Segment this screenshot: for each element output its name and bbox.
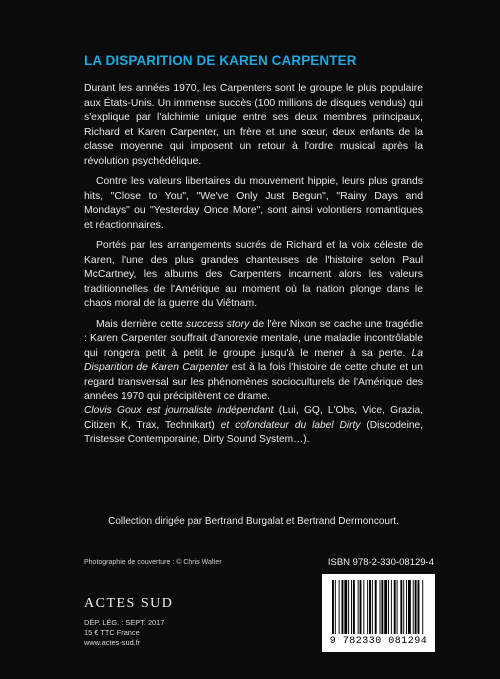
synopsis-p4-text-2: de l'ère Nixon se cache une tragédie : Karen Carpenter souffrait d'anorexie mentale, une maladie incontrôlable qui rongera petit à petit le groupe jusqu'à le mener à sa perte.	[84, 318, 424, 359]
barcode-bar	[422, 580, 423, 634]
barcode-bar	[400, 580, 402, 634]
barcode-bar	[344, 580, 347, 634]
synopsis-paragraph-1: Durant les années 1970, les Carpenters sont le groupe le plus populaire aux États-Unis. Un immense succès (100 millions de disques vendus) qui s'explique par l'alchimie unique entre ses deux membres principaux, Richard et Karen Carpenter, un frère et une sœur, deux enfants de la classe moyenne qui imposent un retour à l'ordre musical après la révolution psychédélique.	[84, 83, 423, 167]
legal-deposit: DÉP. LÉG. : SEPT. 2017	[84, 618, 165, 627]
barcode-bar	[413, 580, 414, 634]
barcode-bar	[408, 580, 411, 634]
barcode-bar	[394, 580, 396, 634]
barcode-bar	[372, 580, 373, 634]
barcode-bar	[391, 580, 392, 634]
barcode-bar	[360, 580, 362, 634]
synopsis-p4-italic-2: La Disparition de Karen Carpenter	[84, 347, 423, 373]
barcode-bar	[406, 580, 407, 634]
synopsis-paragraph-3: Portés par les arrangements sucrés de Richard et la voix céleste de Karen, l'une des plus grandes chanteuses de l'histoire selon Paul McCartney, les albums des Carpenters incarnent alors les valeurs traditionnelles de l'Amérique au moment où la nation plonge dans le chaos moral de la guerre du Viêtnam.	[84, 240, 423, 309]
barcode-bar	[375, 580, 377, 634]
bio-part-1: Clovis Goux est journaliste indépendant	[84, 405, 274, 416]
barcode-bar	[369, 580, 371, 634]
synopsis-p4-text-3: est à la fois l'histoire de cette chute et un regard transversal sur les phénomènes socioculturels de l'Amérique des années 1970 qui précipitèrent ce drame.	[84, 362, 423, 402]
book-title: LA DISPARITION DE KAREN CARPENTER	[84, 53, 357, 68]
price: 15 € TTC France	[84, 628, 140, 637]
barcode-bar	[363, 580, 364, 634]
barcode-bar	[348, 580, 349, 634]
synopsis	[84, 82, 423, 411]
isbn-label: ISBN 978-2-330-08129-4	[327, 557, 434, 568]
synopsis-paragraph-2: Contre les valeurs libertaires du mouvement hippie, leurs plus grands hits, "Close to You", "We've Only Just Begun", "Rainy Days and Mondays" ou "Yesterday Once More", sont ainsi volontiers romantiques et réactionnaires.	[84, 176, 423, 231]
barcode	[322, 574, 435, 652]
bio-part-3: et cofondateur du label Dirty	[220, 419, 361, 431]
barcode-bar	[358, 580, 359, 634]
collection-note: Collection dirigée par Bertrand Burgalat et Bertrand Dermoncourt.	[108, 516, 399, 527]
barcode-bar	[332, 580, 334, 634]
barcode-bar	[384, 580, 387, 634]
barcode-bar	[403, 580, 404, 634]
photo-credit: Photographie de couverture : © Chris Walter	[84, 559, 222, 566]
barcode-bar	[351, 580, 352, 634]
synopsis-paragraph-4	[84, 318, 423, 405]
barcode-bar	[335, 580, 336, 634]
barcode-bar	[367, 580, 368, 634]
barcode-bar	[353, 580, 355, 634]
publisher-logo: ACTES SUD	[84, 596, 174, 611]
synopsis-p4-text-1: Mais derrière cette	[96, 318, 186, 330]
barcode-bar	[380, 580, 381, 634]
author-bio	[84, 404, 423, 448]
barcode-bar	[397, 580, 398, 634]
barcode-digits: 9 782330 081294	[329, 636, 428, 647]
publisher-block	[84, 596, 173, 648]
barcode-bar	[381, 580, 383, 634]
barcode-bar	[388, 580, 389, 634]
synopsis-p4-italic-1: success story	[186, 318, 250, 330]
barcode-bar	[342, 580, 344, 634]
barcode-bar	[415, 580, 417, 634]
publisher-website: www.actes-sud.fr	[84, 638, 141, 647]
bio-part-2: (Lui, GQ, L'Obs, Vice, Grazia, Citizen K, Trax, Technikart)	[84, 405, 423, 431]
barcode-bar	[418, 580, 420, 634]
bio-part-4: (Discodeine, Tristesse Contemporaine, Dirty Sound System…).	[84, 419, 423, 445]
barcode-bar	[339, 580, 340, 634]
